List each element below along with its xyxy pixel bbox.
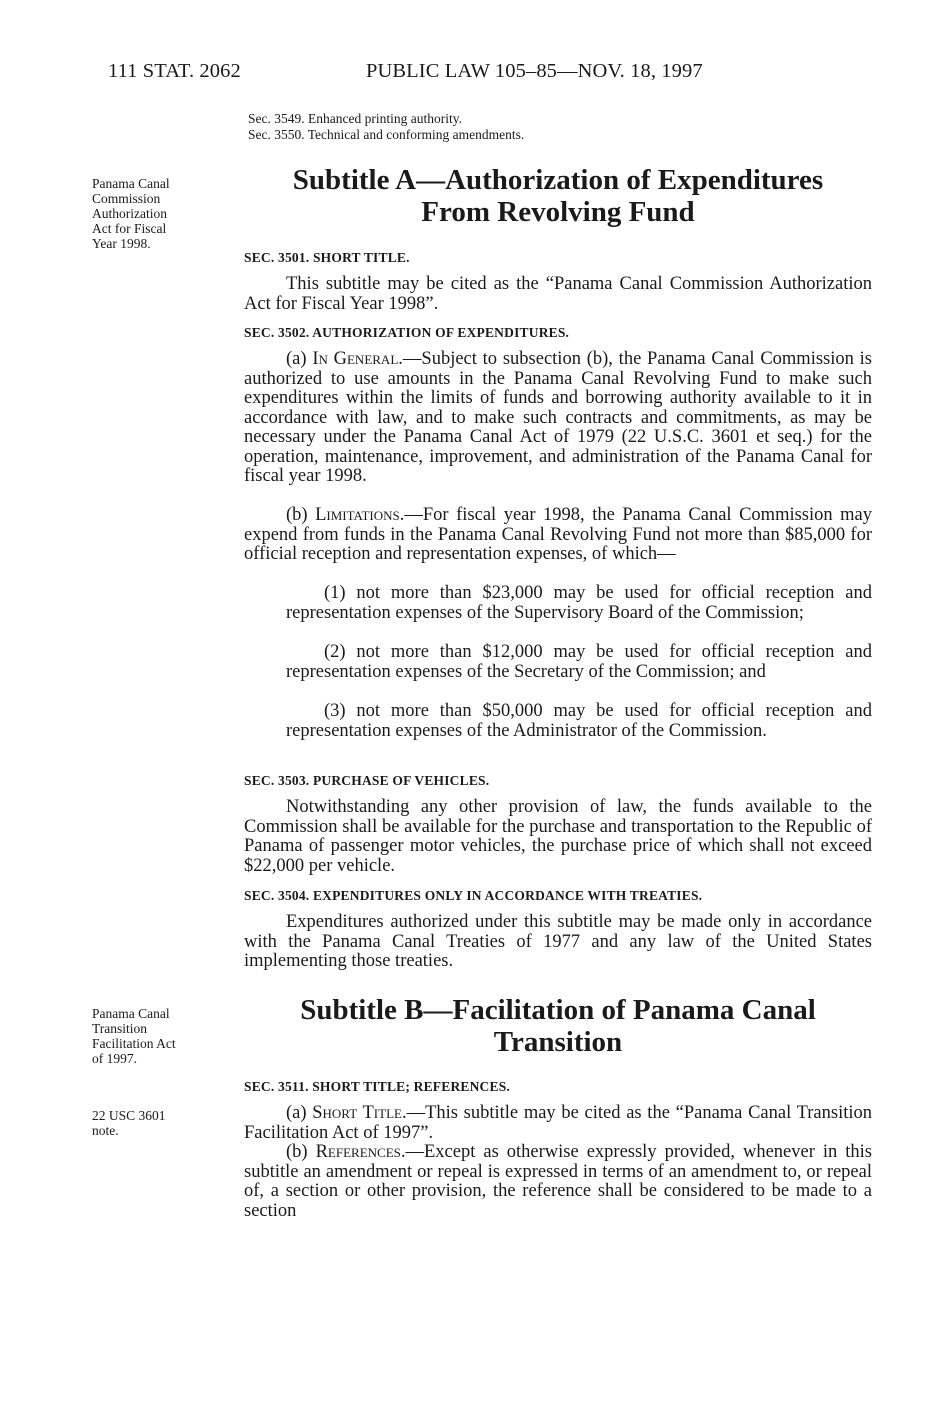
sec-3511-heading: SEC. 3511. SHORT TITLE; REFERENCES. [244, 1079, 510, 1094]
subsection-caption: Short Title [312, 1103, 402, 1123]
sec-3502-paragraph-3: (3) not more than $50,000 may be used for official reception and representation expenses of the Administrator of the Commission. [286, 701, 872, 741]
margin-note-usc-reference [92, 1108, 232, 1138]
subsection-text: .—Except as otherwise expressly provided, whenever in this subtitle an amendment or repeal is expressed in terms of an amendment to, or repeal of, a section or other provision, the reference shall be considered to be made to a section [244, 1142, 872, 1221]
sec-3511-subsection-b [244, 1143, 872, 1221]
subsection-caption: References [315, 1142, 401, 1162]
sec-3502-paragraph-2: (2) not more than $12,000 may be used for official reception and representation expenses of the Secretary of the Commission; and [286, 642, 872, 682]
subsection-label: (a) [286, 349, 313, 369]
subsection-caption: In General [312, 349, 399, 369]
margin-note-line: Transition [92, 1021, 148, 1036]
sec-3503-heading: SEC. 3503. PURCHASE OF VEHICLES. [244, 773, 490, 788]
subsection-caption: Limitations [315, 505, 400, 525]
margin-note-short-title-b [92, 1006, 232, 1066]
sec-3502-heading: SEC. 3502. AUTHORIZATION OF EXPENDITURES. [244, 325, 570, 340]
toc-entry: Sec. 3549. Enhanced printing authority. [248, 111, 462, 126]
margin-note-short-title-a [92, 176, 232, 251]
margin-note-line: Year 1998. [92, 236, 151, 251]
toc-entry: Sec. 3550. Technical and conforming amendments. [248, 127, 525, 142]
margin-note-line: Facilitation Act [92, 1036, 176, 1051]
subsection-label: (b) [286, 1142, 316, 1162]
sec-3504-heading: SEC. 3504. EXPENDITURES ONLY IN ACCORDANCE WITH TREATIES. [244, 888, 703, 903]
sec-3502-paragraph-1: (1) not more than $23,000 may be used for official reception and representation expenses of the Supervisory Board of the Commission; [286, 583, 872, 623]
sec-3504-text: Expenditures authorized under this subtitle may be made only in accordance with the Panama Canal Treaties of 1977 and any law of the United States implementing those treaties. [244, 912, 872, 971]
subsection-text: .—For fiscal year 1998, the Panama Canal Commission may expend from funds in the Panama Canal Revolving Fund not more than $85,000 for official reception and representation expenses, of which— [244, 505, 873, 564]
margin-note-line: note. [92, 1123, 119, 1138]
margin-note-line: Authorization [92, 206, 167, 221]
sec-3502-subsection-a [244, 350, 872, 487]
sec-3503-text: Notwithstanding any other provision of law, the funds available to the Commission shall be available for the purchase and transportation to the Republic of Panama of passenger motor vehicles, the purchase price of which shall not exceed $22,000 per vehicle. [244, 797, 872, 876]
margin-note-line: 22 USC 3601 [92, 1108, 166, 1123]
subtitle-b-line1: Subtitle B—Facilitation of Panama Canal [300, 994, 816, 1026]
sec-3501-text: This subtitle may be cited as the “Panama Canal Commission Authorization Act for Fiscal Year 1998”. [244, 274, 872, 314]
subtitle-a-line1: Subtitle A—Authorization of Expenditures [292, 164, 824, 196]
sec-3511-subsection-a [244, 1104, 872, 1143]
subtitle-b-heading [244, 994, 872, 1058]
public-law-citation: PUBLIC LAW 105–85—NOV. 18, 1997 [366, 60, 703, 82]
subsection-text: .—Subject to subsection (b), the Panama Canal Commission is authorized to use amounts in the Panama Canal Revolving Fund to make such expenditures within the limits of funds and borrowing authority available to it in accordance with law, and to make such contracts and commitments, as may be necessary under the Panama Canal Act of 1979 (22 U.S.C. 3601 et seq.) for the operation, maintenance, improvement, and administration of the Panama Canal for fiscal year 1998. [244, 349, 872, 486]
sec-3501-heading: SEC. 3501. SHORT TITLE. [244, 250, 410, 265]
subtitle-a-heading [244, 164, 872, 228]
margin-note-line: Panama Canal [92, 1006, 170, 1021]
subsection-label: (a) [286, 1103, 313, 1123]
subtitle-b-line2: Transition [493, 1026, 623, 1058]
margin-note-line: Commission [92, 191, 161, 206]
margin-note-line: Panama Canal [92, 176, 170, 191]
subsection-text: .—This subtitle may be cited as the “Panama Canal Transition Facilitation Act of 1997”. [244, 1103, 872, 1143]
running-header [108, 60, 808, 83]
subsection-label: (b) [286, 505, 316, 525]
table-of-contents [248, 111, 524, 143]
margin-note-line: of 1997. [92, 1051, 137, 1066]
stat-page-number: 111 STAT. 2062 [108, 60, 241, 82]
subtitle-a-line2: From Revolving Fund [421, 196, 695, 228]
sec-3502-subsection-b [244, 506, 872, 565]
margin-note-line: Act for Fiscal [92, 221, 167, 236]
